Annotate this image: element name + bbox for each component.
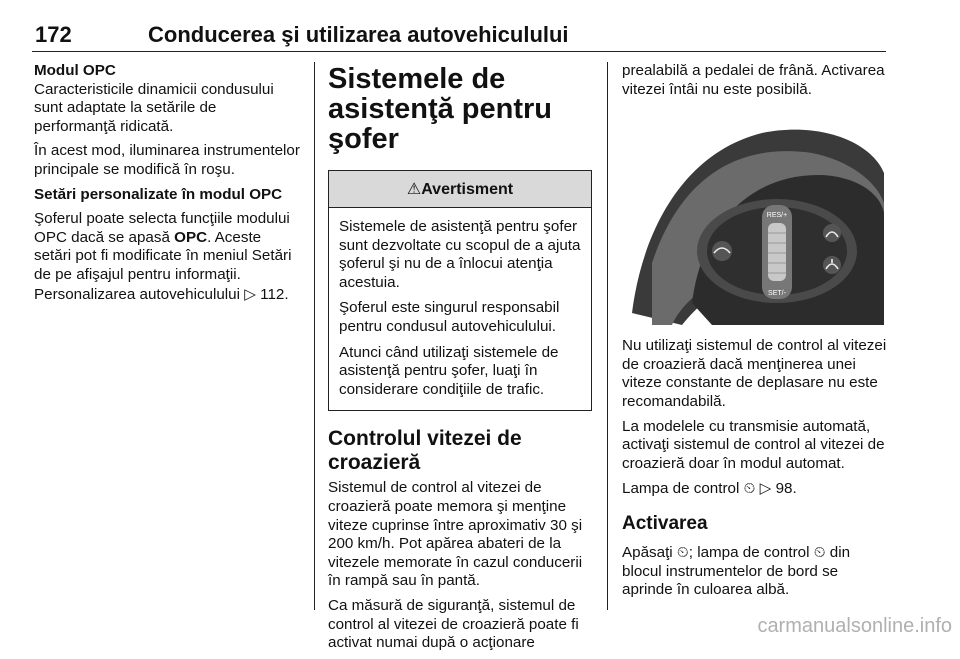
set-label: SET/- [768, 290, 786, 298]
warning-title: Avertisment [421, 181, 514, 198]
page-header [32, 22, 886, 52]
column-middle [328, 62, 592, 659]
activation-text-part: din blocul instrumentelor de bord se aprinde în culoarea albă. [622, 543, 851, 599]
usage-text-1: Nu utilizaţi sistemul de control al vitezei de croazieră dacă menţinerea unei viteze constante de deplasare nu este recomandabilă. [622, 337, 887, 410]
column-divider-left [314, 62, 315, 610]
opc-mode-text-2: În acest mod, iluminarea instrumentelor principale se modifică în roşu. [34, 142, 300, 178]
activation-text [622, 543, 890, 600]
activation-text-part: ; lampa de control [688, 543, 814, 561]
opc-button-label: OPC [174, 228, 208, 246]
chapter-title: Conducerea şi utilizarea autovehiculului [148, 22, 569, 47]
column-right [622, 62, 890, 606]
cruise-lamp-icon: ⏲ [743, 479, 756, 498]
warning-triangle-icon: ⚠ [406, 179, 422, 198]
page-ref-arrow-icon: ▷ [759, 479, 772, 498]
steering-wheel-illustration [622, 113, 886, 325]
continued-text: prealabilă a pedalei de frână. Activarea vitezei întâi nu este posibilă. [622, 62, 885, 98]
warning-body [329, 208, 591, 410]
page-ref-link[interactable]: 112. [260, 285, 289, 303]
page-ref-arrow-icon: ▷ [244, 284, 256, 303]
opc-mode-text-1: Caracteristicile dinamicii condusului sunt adaptate la setările de performanţă ridicată. [34, 80, 274, 135]
warning-text-3: Atunci când utilizaţi sistemele de asistenţă pentru şofer, luaţi în considerare condiţiile de trafic. [339, 343, 559, 398]
custom-settings-heading: Setări personalizate în modul OPC [34, 185, 283, 203]
cruise-control-heading: Controlul vitezei de croazieră [328, 427, 522, 475]
control-lamp-text [622, 479, 890, 499]
activation-heading: Activarea [622, 512, 708, 534]
warning-header [329, 171, 591, 208]
page-ref-link[interactable]: 98. [775, 480, 797, 498]
watermark: carmanualsonline.info [757, 615, 952, 637]
cruise-text-1: Sistemul de control al vitezei de croazieră poate memora şi menţine viteze cuprinse între aproximativ 30 şi 200 km/h. Pot apărea abateri de la vitezele memorate în cazul conducerii în rampă sau în pantă. [328, 479, 583, 590]
column-divider-right [607, 62, 608, 610]
cruise-text-2: Ca măsură de siguranţă, sistemul de control al vitezei de croazieră poate fi activat numai după o acţionare [328, 596, 579, 652]
res-label: RES/+ [766, 212, 788, 220]
custom-text-part: . Aceste setări pot fi modificate în meniul Setări de pe afişajul pentru informaţii. Personalizarea autovehiculului [34, 228, 292, 303]
column-left [34, 62, 302, 310]
warning-box [328, 170, 592, 411]
steering-wheel-figure [622, 113, 886, 325]
warning-text-2: Şoferul este singurul responsabil pentru condusul autovehiculului. [339, 299, 560, 335]
section-title: Sistemele de asistenţă pentru şofer [328, 63, 552, 155]
warning-text-1: Sistemele de asistenţă pentru şofer sunt dezvoltate cu scopul de a ajuta şoferul şi nu de a înlocui atenţia acestuia. [339, 218, 581, 291]
activation-text-part: Apăsaţi [622, 543, 677, 561]
opc-mode-heading: Modul OPC [34, 62, 116, 79]
page-number: 172 [35, 22, 72, 47]
header-rule [32, 51, 886, 52]
lamp-text-part: Lampa de control [622, 480, 744, 498]
cruise-lamp-icon: ⏲ [813, 542, 826, 561]
custom-settings-text [34, 210, 302, 304]
usage-text-2: La modelele cu transmisie automată, activaţi sistemul de control al vitezei de croazieră doar în modul automat. [622, 417, 885, 472]
cruise-button-icon: ⏲ [676, 542, 689, 561]
custom-text-part: Şoferul poate selecta funcţiile modului OPC dacă se apasă [34, 210, 290, 246]
